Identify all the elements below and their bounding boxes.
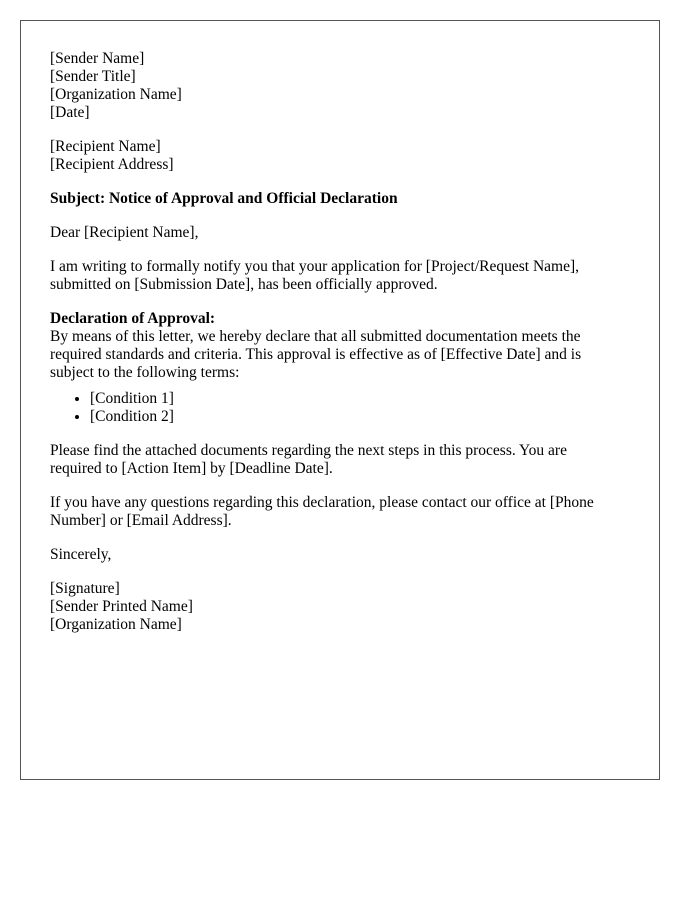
declaration-heading: Declaration of Approval: [50,310,216,327]
sender-title: [Sender Title] [50,68,136,85]
salutation: Dear [Recipient Name], [50,224,199,241]
sender-printed-name: [Sender Printed Name] [50,598,193,615]
intro-line: submitted on [Submission Date], has been officially approved. [50,276,438,293]
subject-line: Subject: Notice of Approval and Official Declaration [50,190,398,207]
intro-line: I am writing to formally notify you that your application for [Project/Request Name], [50,258,580,275]
contact-paragraph [50,494,630,530]
condition-item: • [Condition 1] [90,390,630,408]
signature-organization: [Organization Name] [50,616,182,633]
intro-paragraph [50,258,630,294]
declaration-line: By means of this letter, we hereby declare that all submitted documentation meets the [50,328,581,345]
letter-date: [Date] [50,104,90,121]
next-steps-line: required to [Action Item] by [Deadline Date]. [50,460,333,477]
declaration-line: required standards and criteria. This approval is effective as of [Effective Date] and is [50,346,582,363]
signature-block [50,580,630,634]
next-steps-paragraph [50,442,630,478]
sender-name: [Sender Name] [50,50,145,67]
recipient-block [50,138,630,174]
contact-line: If you have any questions regarding this declaration, please contact our office at [Phone [50,494,594,511]
closing: Sincerely, [50,546,112,563]
sender-organization: [Organization Name] [50,86,182,103]
declaration-section [50,310,630,382]
declaration-line: subject to the following terms: [50,364,240,381]
contact-line: Number] or [Email Address]. [50,512,232,529]
signature: [Signature] [50,580,120,597]
condition-item: • [Condition 2] [90,408,630,426]
letter-content [50,50,630,634]
letter-page [20,20,660,780]
conditions-list [50,390,630,426]
next-steps-line: Please find the attached documents regarding the next steps in this process. You are [50,442,567,459]
recipient-address: [Recipient Address] [50,156,174,173]
recipient-name: [Recipient Name] [50,138,161,155]
sender-block [50,50,630,122]
